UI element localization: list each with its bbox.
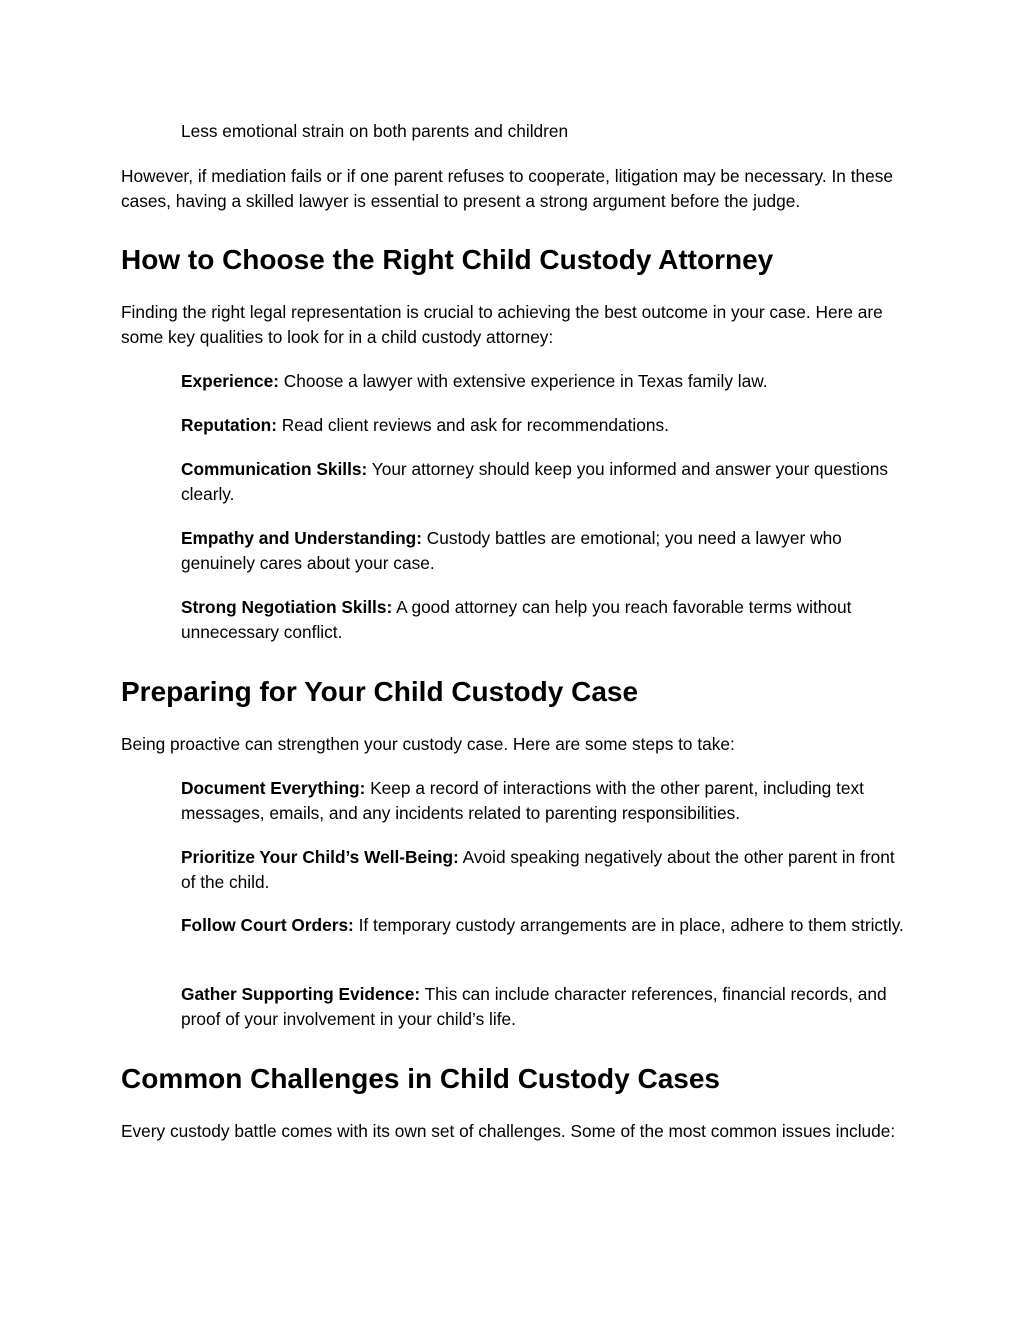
heading-choose-attorney: How to Choose the Right Child Custody Attorney <box>121 244 774 275</box>
paragraph-challenges-intro: Every custody battle comes with its own set of challenges. Some of the most common issues include: <box>121 1121 896 1141</box>
list-item-term: Prioritize Your Child’s Well-Being: <box>181 847 459 867</box>
list-item-text: Choose a lawyer with extensive experience in Texas family law. <box>278 371 768 391</box>
list-item-reputation <box>181 413 906 438</box>
list-item-text: Keep a record of interactions with the other parent, including text messages, emails, and any incidents related to parenting responsibilities. <box>181 778 864 823</box>
list-item-text: This can include character references, financial records, and proof of your involvement in your child’s life. <box>181 984 887 1029</box>
paragraph-prepare-intro: Being proactive can strengthen your custody case. Here are some steps to take: <box>121 734 735 754</box>
list-item-term: Gather Supporting Evidence: <box>181 984 421 1004</box>
paragraph-mediation-fails: However, if mediation fails or if one parent refuses to cooperate, litigation may be necessary. In these cases, having a skilled lawyer is essential to present a strong argument before the judge. <box>121 166 893 211</box>
list-item-text: If temporary custody arrangements are in place, adhere to them strictly. <box>353 915 904 935</box>
list-item-document-everything <box>181 776 906 825</box>
list-item-prioritize-wellbeing <box>181 845 906 894</box>
list-item-emotional-strain: Less emotional strain on both parents and children <box>181 121 569 141</box>
list-item-gather-evidence <box>181 982 906 1031</box>
list-item-term: Document Everything: <box>181 778 366 798</box>
list-item-experience <box>181 369 906 394</box>
heading-common-challenges: Common Challenges in Child Custody Cases <box>121 1063 720 1094</box>
list-item-text: Your attorney should keep you informed and answer your questions clearly. <box>181 459 888 504</box>
heading-preparing-case: Preparing for Your Child Custody Case <box>121 676 639 707</box>
list-item-term: Empathy and Understanding: <box>181 528 422 548</box>
list-item-term: Strong Negotiation Skills: <box>181 597 393 617</box>
list-item-empathy <box>181 526 906 575</box>
list-item-text: A good attorney can help you reach favorable terms without unnecessary conflict. <box>181 597 852 642</box>
list-item-text: Custody battles are emotional; you need a lawyer who genuinely cares about your case. <box>181 528 842 573</box>
list-item-term: Communication Skills: <box>181 459 368 479</box>
list-item-communication-skills <box>181 457 906 506</box>
list-item-term: Experience: <box>181 371 279 391</box>
list-item-text: Avoid speaking negatively about the other parent in front of the child. <box>181 847 895 892</box>
paragraph-choose-intro: Finding the right legal representation is crucial to achieving the best outcome in your case. Here are some key qualities to look for in a child custody attorney: <box>121 302 883 347</box>
list-item-term: Reputation: <box>181 415 277 435</box>
list-item-follow-court-orders <box>181 913 906 938</box>
list-item-term: Follow Court Orders: <box>181 915 354 935</box>
list-item-negotiation-skills <box>181 595 906 644</box>
list-item-text: Read client reviews and ask for recommendations. <box>277 415 669 435</box>
